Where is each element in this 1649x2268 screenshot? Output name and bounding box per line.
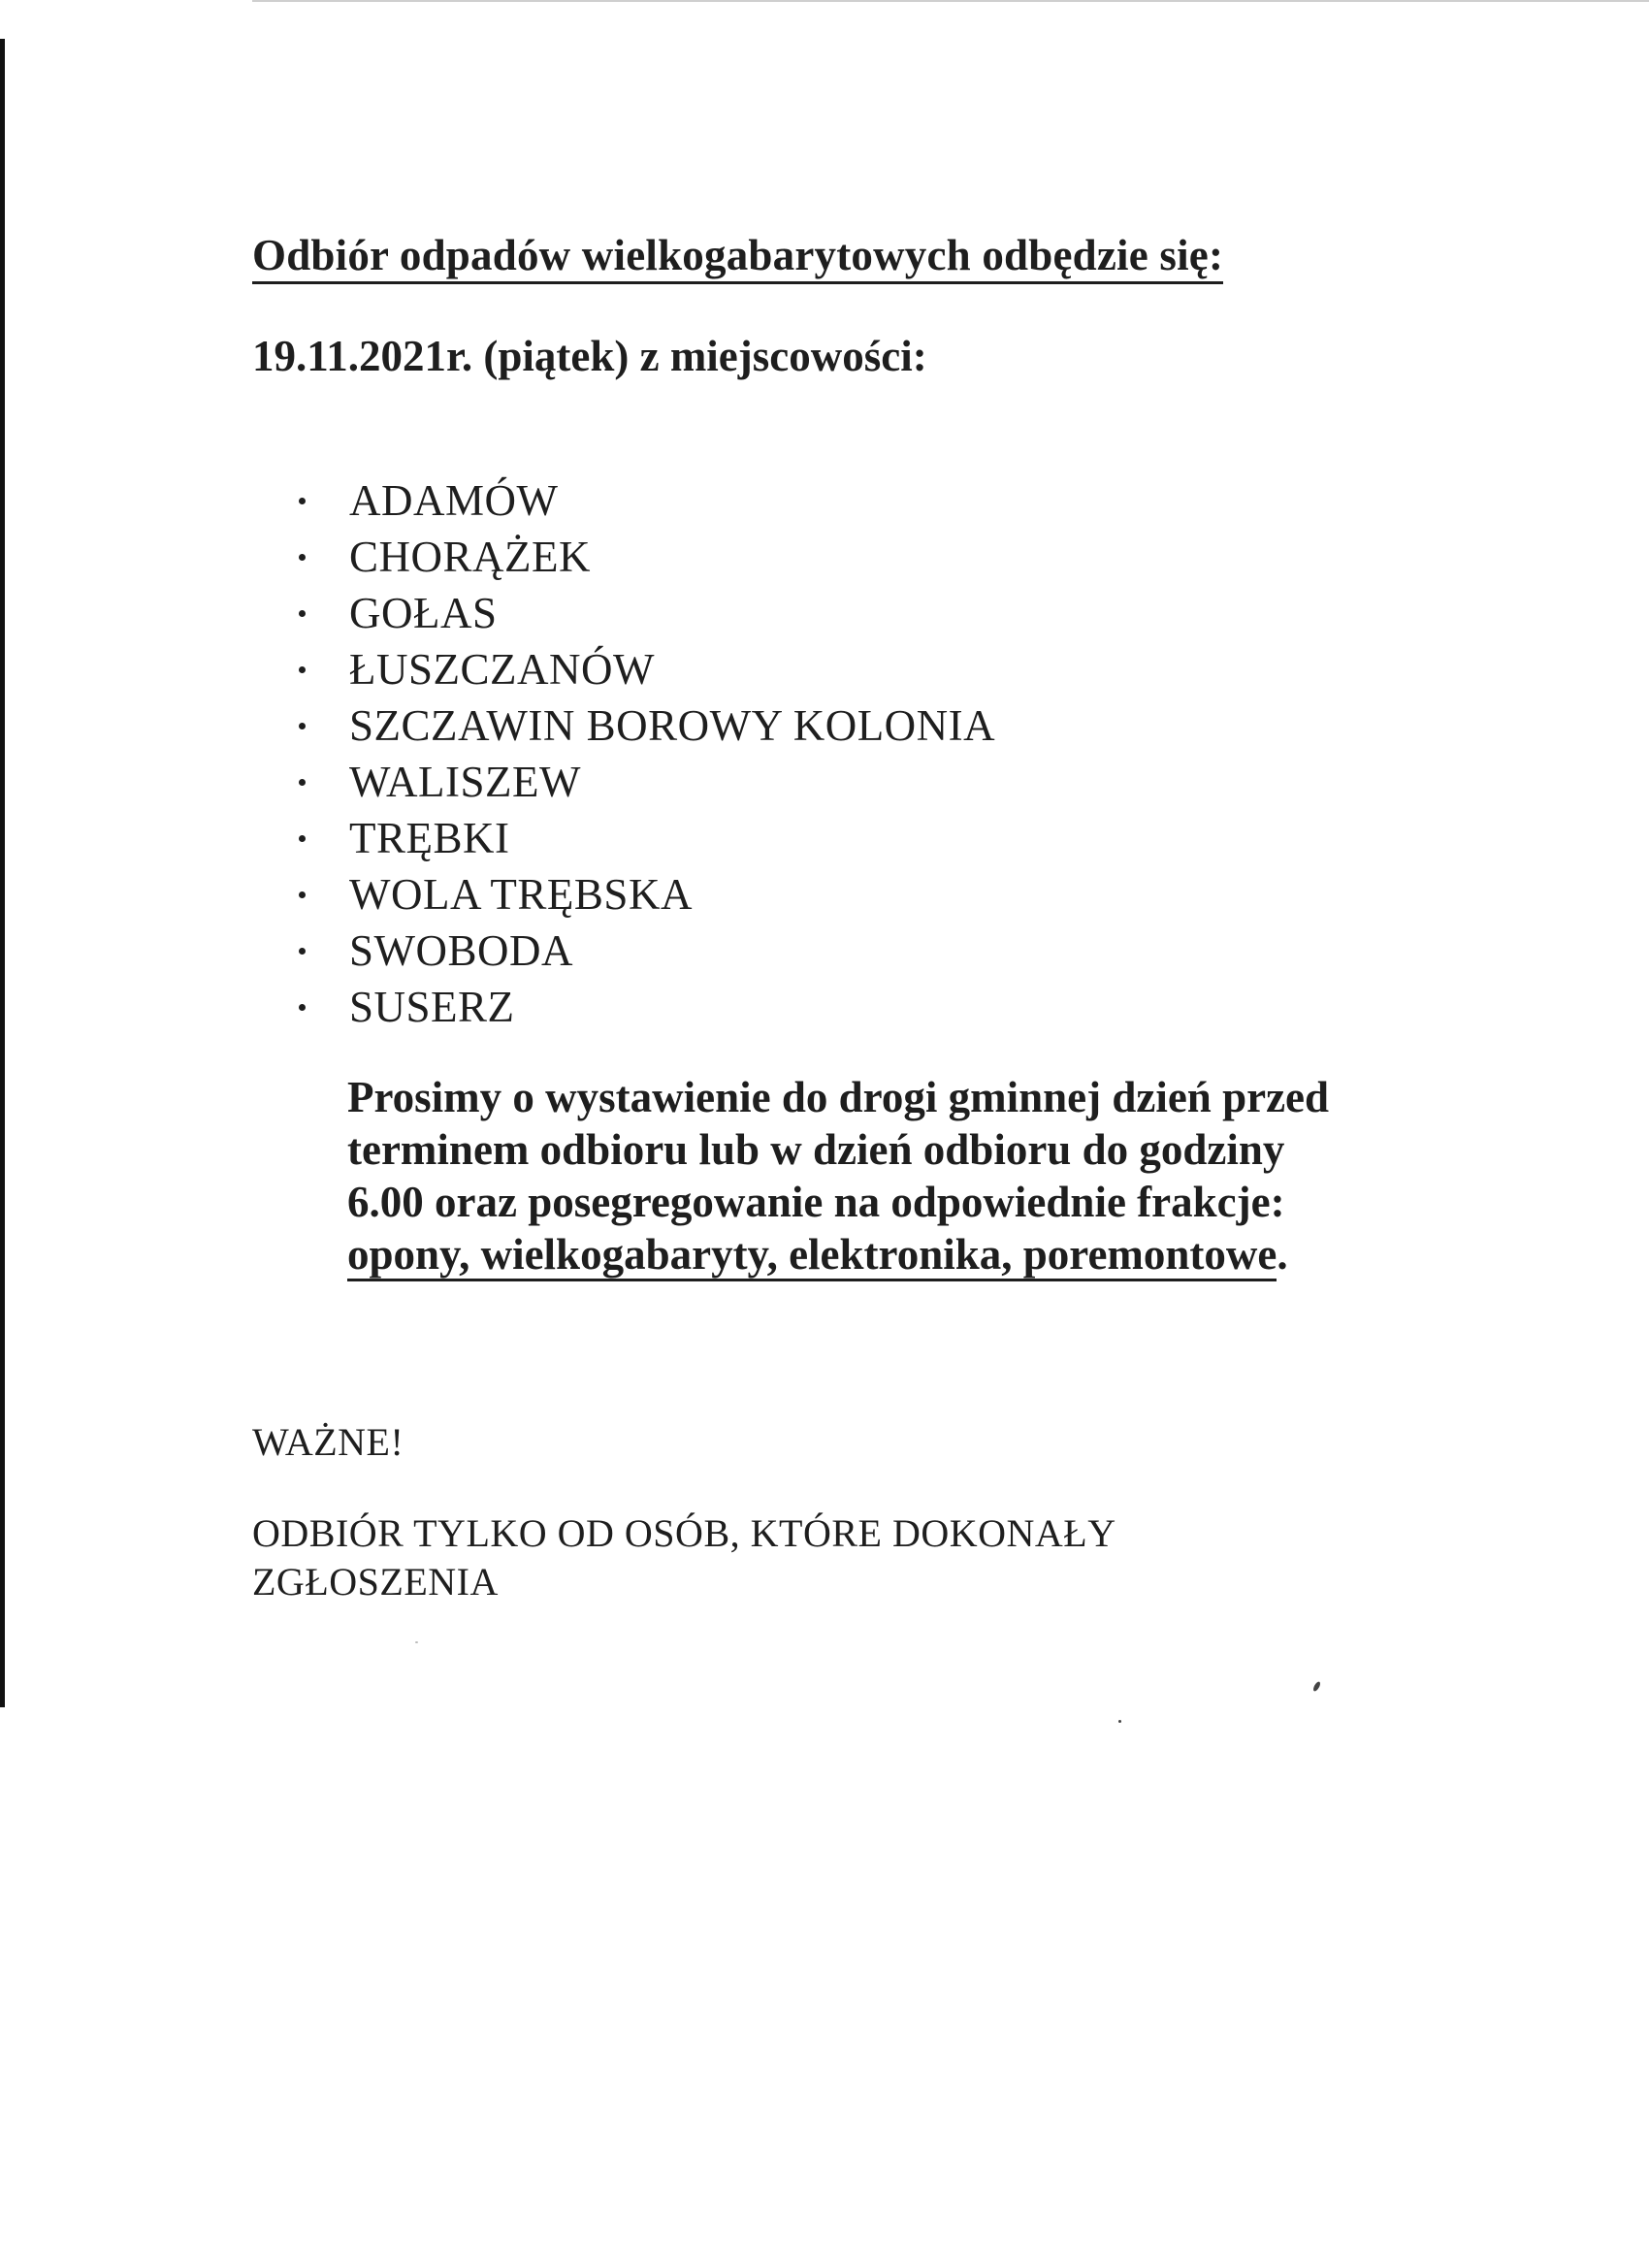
place-name: CHORĄŻEK (349, 533, 591, 581)
list-item (299, 810, 995, 866)
list-item (299, 866, 995, 923)
notice-line: ODBIÓR TYLKO OD OSÓB, KTÓRE DOKONAŁY (252, 1511, 1116, 1555)
place-name: ADAMÓW (349, 476, 559, 525)
bullet-icon (299, 498, 306, 504)
bullet-icon (299, 948, 306, 955)
place-name: GOŁAS (349, 589, 498, 637)
list-item (299, 585, 995, 641)
important-heading: WAŻNE! (252, 1420, 404, 1464)
sentence-end: . (1277, 1230, 1288, 1279)
bullet-icon (299, 666, 306, 673)
notice-text (252, 1509, 1116, 1606)
bullet-icon (299, 779, 306, 786)
bullet-icon (299, 1004, 306, 1011)
list-item (299, 529, 995, 585)
instructions-line (347, 1228, 1453, 1280)
instructions-line: Prosimy o wystawienie do drogi gminnej dzień przed (347, 1073, 1330, 1121)
document-headline: Odbiór odpadów wielkogabarytowych odbędzie się: (252, 229, 1223, 284)
instructions-line: terminem odbioru lub w dzień odbioru do godziny (347, 1125, 1285, 1174)
list-item (299, 754, 995, 810)
place-name: SZCZAWIN BOROWY KOLONIA (349, 701, 996, 750)
notice-line: ZGŁOSZENIA (252, 1560, 499, 1604)
place-name: SWOBODA (349, 926, 574, 975)
collection-date: 19.11.2021r. (piątek) z miejscowości: (252, 332, 927, 380)
list-item (299, 697, 995, 754)
bullet-icon (299, 835, 306, 842)
place-name: SUSERZ (349, 983, 515, 1031)
bullet-icon (299, 723, 306, 729)
bullet-icon (299, 891, 306, 898)
bullet-icon (299, 554, 306, 561)
list-item (299, 923, 995, 979)
places-list (299, 472, 995, 1035)
instructions-line: 6.00 oraz posegregowanie na odpowiednie frakcje: (347, 1178, 1285, 1226)
list-item (299, 979, 995, 1035)
instructions-paragraph (347, 1071, 1453, 1280)
list-item (299, 641, 995, 697)
bullet-icon (299, 610, 306, 617)
place-name: ŁUSZCZANÓW (349, 645, 655, 694)
fractions-list: opony, wielkogabaryty, elektronika, poremontowe (347, 1230, 1277, 1281)
place-name: WALISZEW (349, 758, 581, 806)
place-name: WOLA TRĘBSKA (349, 870, 693, 919)
place-name: TRĘBKI (349, 814, 510, 862)
list-item (299, 472, 995, 529)
